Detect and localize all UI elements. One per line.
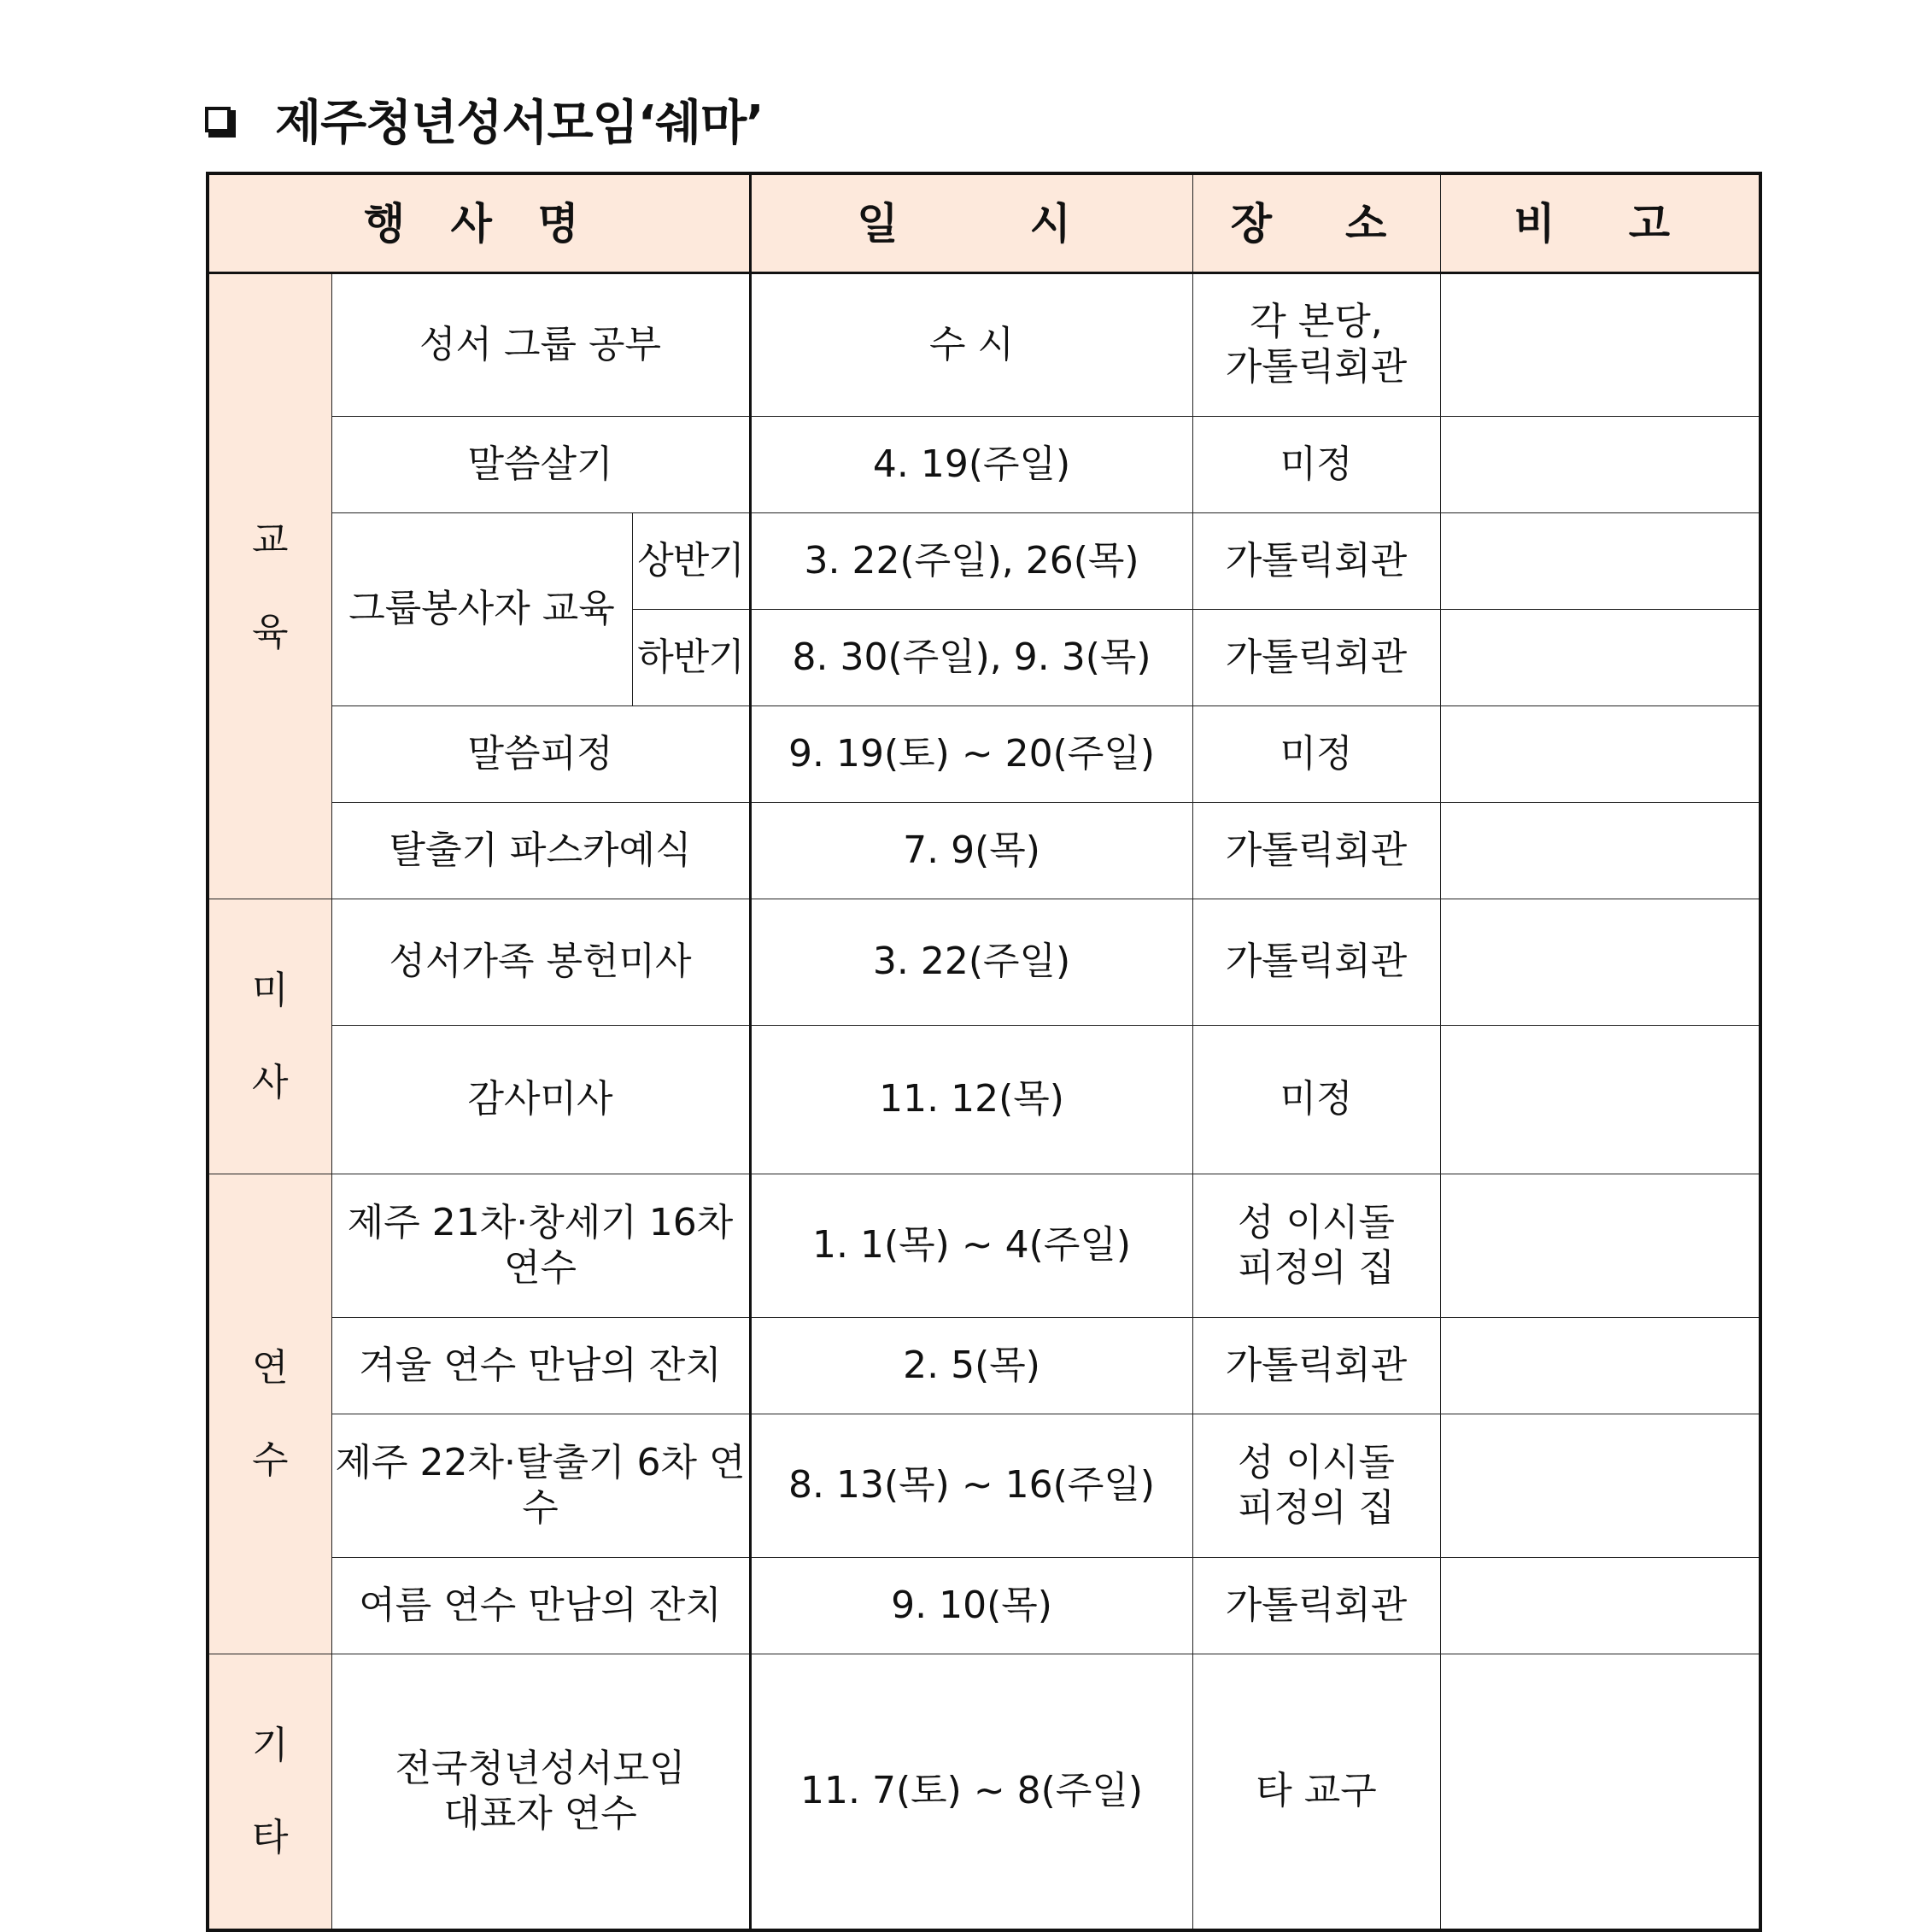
event-cell: 전국청년성서모임 대표자 연수 — [331, 1654, 750, 1931]
place-cell: 미정 — [1192, 706, 1440, 803]
note-cell — [1440, 1025, 1760, 1174]
place-cell: 타 교구 — [1192, 1654, 1440, 1931]
event-cell: 여름 연수 만남의 잔치 — [331, 1558, 750, 1654]
event-cell: 성서 그룹 공부 — [331, 273, 750, 417]
event-cell: 그룹봉사자 교육 — [331, 513, 632, 706]
note-cell — [1440, 1174, 1760, 1318]
schedule-table — [206, 172, 1762, 1932]
date-cell: 8. 13(목) ~ 16(주일) — [750, 1414, 1192, 1558]
semester-cell: 상반기 — [632, 513, 750, 610]
event-cell: 제주 21차·창세기 16차 연수 — [331, 1174, 750, 1318]
event-cell: 제주 22차·탈출기 6차 연수 — [331, 1414, 750, 1558]
header-row — [208, 173, 1760, 273]
place-cell: 가톨릭회관 — [1192, 1318, 1440, 1414]
note-cell — [1440, 803, 1760, 899]
table-row — [208, 1654, 1760, 1931]
place-cell: 각 본당, 가톨릭회관 — [1192, 273, 1440, 417]
table-row — [208, 273, 1760, 417]
table-row — [208, 706, 1760, 803]
date-cell: 3. 22(주일), 26(목) — [750, 513, 1192, 610]
place-cell: 가톨릭회관 — [1192, 803, 1440, 899]
date-cell: 11. 12(목) — [750, 1025, 1192, 1174]
date-cell: 3. 22(주일) — [750, 899, 1192, 1026]
table-row — [208, 1558, 1760, 1654]
place-cell: 가톨릭회관 — [1192, 513, 1440, 610]
header-place: 장 소 — [1192, 173, 1440, 273]
note-cell — [1440, 417, 1760, 513]
date-cell: 9. 10(목) — [750, 1558, 1192, 1654]
semester-cell: 하반기 — [632, 610, 750, 706]
place-cell: 가톨릭회관 — [1192, 899, 1440, 1026]
place-cell: 성 이시돌 피정의 집 — [1192, 1174, 1440, 1318]
date-cell: 2. 5(목) — [750, 1318, 1192, 1414]
date-cell: 9. 19(토) ~ 20(주일) — [750, 706, 1192, 803]
date-cell: 1. 1(목) ~ 4(주일) — [750, 1174, 1192, 1318]
table-row — [208, 417, 1760, 513]
category-mass: 미 사 — [208, 899, 331, 1174]
date-cell: 7. 9(목) — [750, 803, 1192, 899]
note-cell — [1440, 273, 1760, 417]
date-cell: 11. 7(토) ~ 8(주일) — [750, 1654, 1192, 1931]
note-cell — [1440, 1414, 1760, 1558]
table-row — [208, 1174, 1760, 1318]
place-cell: 미정 — [1192, 417, 1440, 513]
page-title — [205, 85, 764, 154]
date-cell: 수 시 — [750, 273, 1192, 417]
title-text: 제주청년성서모임‘쉐마’ — [275, 96, 764, 151]
table-row — [208, 1025, 1760, 1174]
table-row — [208, 1414, 1760, 1558]
note-cell — [1440, 610, 1760, 706]
header-note: 비 고 — [1440, 173, 1760, 273]
table-row — [208, 1318, 1760, 1414]
table-row — [208, 899, 1760, 1026]
note-cell — [1440, 706, 1760, 803]
event-cell: 겨울 연수 만남의 잔치 — [331, 1318, 750, 1414]
date-cell: 8. 30(주일), 9. 3(목) — [750, 610, 1192, 706]
note-cell — [1440, 899, 1760, 1026]
note-cell — [1440, 1654, 1760, 1931]
table-row — [208, 803, 1760, 899]
event-cell: 말씀피정 — [331, 706, 750, 803]
note-cell — [1440, 1318, 1760, 1414]
place-cell: 가톨릭회관 — [1192, 1558, 1440, 1654]
event-cell: 감사미사 — [331, 1025, 750, 1174]
category-training: 연 수 — [208, 1174, 331, 1654]
category-other: 기 타 — [208, 1654, 331, 1931]
event-cell: 성서가족 봉헌미사 — [331, 899, 750, 1026]
place-cell: 미정 — [1192, 1025, 1440, 1174]
header-event: 행 사 명 — [208, 173, 750, 273]
event-cell: 말씀살기 — [331, 417, 750, 513]
place-cell: 가톨릭회관 — [1192, 610, 1440, 706]
header-date: 일 시 — [750, 173, 1192, 273]
event-cell: 탈출기 파스카예식 — [331, 803, 750, 899]
table-row — [208, 513, 1760, 610]
category-education: 교 육 — [208, 273, 331, 899]
place-cell: 성 이시돌 피정의 집 — [1192, 1414, 1440, 1558]
checkbox-square-icon — [205, 107, 231, 132]
note-cell — [1440, 1558, 1760, 1654]
note-cell — [1440, 513, 1760, 610]
date-cell: 4. 19(주일) — [750, 417, 1192, 513]
